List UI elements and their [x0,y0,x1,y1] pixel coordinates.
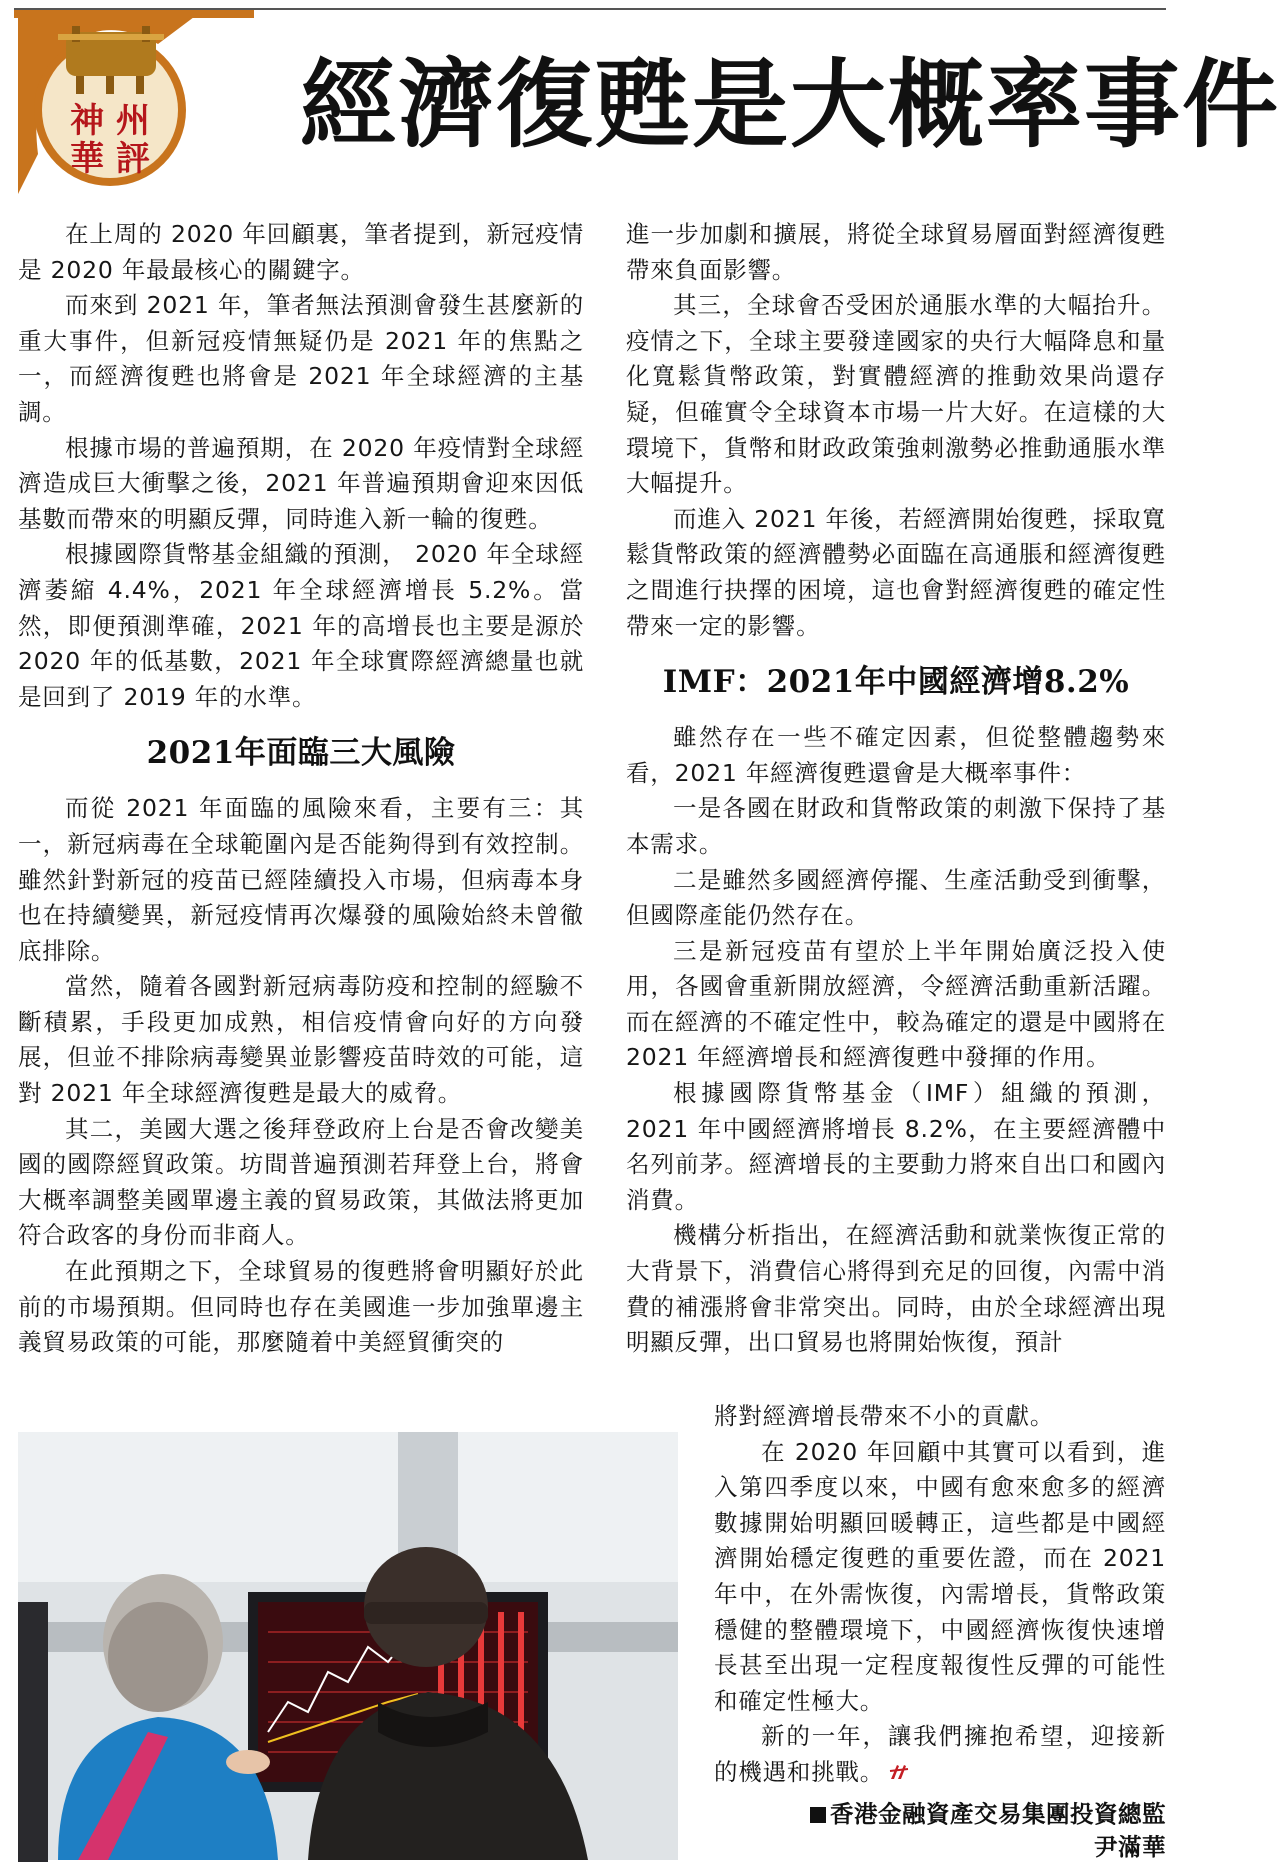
paragraph: 根據市場的普遍預期，在 2020 年疫情對全球經濟造成巨大衝擊之後，2021 年普遍預期會迎來因低基數而帶來的明顯反彈，同時進入新一輪的復甦。 [18,433,584,533]
column-logo-line2: 華 評 [70,139,150,179]
byline-title-row [746,1798,1166,1831]
article-column-left [18,217,584,1361]
article-photo [18,1432,678,1860]
end-mark-icon [888,1761,910,1783]
paragraph: 其二，美國大選之後拜登政府上台是否會改變美國的國際經貿政策。坊間普遍預測若拜登上台，將會大概率調整美國單邊主義的貿易政策，其做法將更加符合政客的身份而非商人。 [18,1114,584,1250]
paragraph: 而從 2021 年面臨的風險來看，主要有三：其一，新冠病毒在全球範圍內是否能夠得到有效控制。雖然針對新冠的疫苗已經陸續投入市場，但病毒本身也在持續變異，新冠疫情再次爆發的風險始終未曾徹底排除。 [18,794,584,965]
paragraph: 而來到 2021 年，筆者無法預測會發生甚麼新的重大事件，但新冠疫情無疑仍是 2021 年的焦點之一，而經濟復甦也將會是 2021 年全球經濟的主基調。 [18,291,584,426]
paragraph: 在此預期之下，全球貿易的復甦將會明顯好於此前的市場預期。但同時也存在美國進一步加強單邊主義貿易政策的可能，那麼隨着中美經貿衝突的 [18,1257,584,1357]
paragraph: 一是各國在財政和貨幣政策的刺激下保持了基本需求。 [626,794,1166,858]
left-paragraphs-after [18,791,584,1361]
byline-square-icon [810,1807,826,1823]
paragraph-continued: 將對經濟增長帶來不小的貢獻。 [714,1402,1055,1430]
subheading-risks: 2021年面臨三大風險 [146,735,456,772]
byline [746,1798,1166,1864]
paragraph: 根據國際貨幣基金組織的預測， 2020 年全球經濟萎縮 4.4%，2021 年全球經濟增長 5.2%。當然，即便預測準確，2021 年的高增長也主要是源於 2020 年的低基數，2021 年全球實際經濟總量也就是回到了 2019 年的水準。 [18,540,584,711]
paragraph [714,1719,1166,1790]
column-logo [18,14,198,194]
paragraph: 根據國際貨幣基金（IMF）組織的預測，2021 年中國經濟將增長 8.2%，在主要經濟體中名列前茅。經濟增長的主要動力將來自出口和國內消費。 [626,1079,1166,1214]
subheading-imf: IMF：2021年中國經濟增8.2% [662,664,1130,701]
paragraph: 當然，隨着各國對新冠病毒防疫和控制的經驗不斷積累，手段更加成熟，相信疫情會向好的方向發展，但並不排除病毒變異並影響疫苗時效的可能，這對 2021 年全球經濟復甦是最大的威脅。 [18,972,584,1108]
paragraph-continued: 進一步加劇和擴展，將從全球貿易層面對經濟復甦帶來負面影響。 [626,220,1166,284]
paragraph: 其三，全球會否受困於通脹水準的大幅抬升。疫情之下，全球主要發達國家的央行大幅降息和量化寬鬆貨幣政策，對實體經濟的推動效果尚還存疑，但確實令全球資本市場一片大好。在這樣的大環境下，貨幣和財政政策強刺激勢必推動通脹水準大幅提升。 [626,291,1166,498]
paragraph: 而進入 2021 年後，若經濟開始復甦，採取寬鬆貨幣政策的經濟體勢必面臨在高通脹和經濟復甦之間進行抉擇的困境，這也會對經濟復甦的確定性帶來一定的影響。 [626,504,1166,640]
article-column-right [626,217,1166,1361]
column-logo-graphic [18,14,198,194]
byline-author: 尹滿華 [1094,1833,1166,1861]
column-logo-line1: 神 州 [70,101,150,141]
paragraph: 機構分析指出，在經濟活動和就業恢復正常的大背景下，消費信心將得到充足的回復，內需中消費的補漲將會非常突出。同時，由於全球經濟出現明顯反彈，出口貿易也將開始恢復，預計 [626,1221,1166,1357]
paragraph: 在 2020 年回顧中其實可以看到，進入第四季度以來，中國有愈來愈多的經濟數據開始明顯回暖轉正，這些都是中國經濟開始穩定復甦的重要佐證，而在 2021 年中，在外需恢復，內需增長，貨幣政策穩健的整體環境下，中國經濟恢復快速增長甚至出現一定程度報復性反彈的可能性和確定性極大。 [714,1437,1166,1715]
headline: 經濟復甦是大概率事件 [300,48,1280,161]
article-column-right-bottom [714,1399,1166,1791]
paragraph: 二是雖然多國經濟停擺、生產活動受到衝擊，但國際產能仍然存在。 [626,865,1166,930]
byline-title: 香港金融資產交易集團投資總監 [830,1800,1166,1828]
left-paragraphs-before [18,217,584,715]
paragraph: 雖然存在一些不確定因素，但從整體趨勢來看，2021 年經濟復甦還會是大概率事件： [626,723,1166,787]
header-rule [14,8,1166,10]
closing-sentence: 新的一年，讓我們擁抱希望，迎接新的機遇和挑戰。 [714,1722,1166,1786]
paragraph: 三是新冠疫苗有望於上半年開始廣泛投入使用，各國會重新開放經濟，令經濟活動重新活躍。而在經濟的不確定性中，較為確定的還是中國將在 2021 年經濟增長和經濟復甦中發揮的作用。 [626,936,1166,1072]
paragraph: 在上周的 2020 年回顧裏，筆者提到，新冠疫情是 2020 年最最核心的關鍵字。 [18,220,584,284]
investors-watching-stock-screen-illustration [18,1432,678,1860]
